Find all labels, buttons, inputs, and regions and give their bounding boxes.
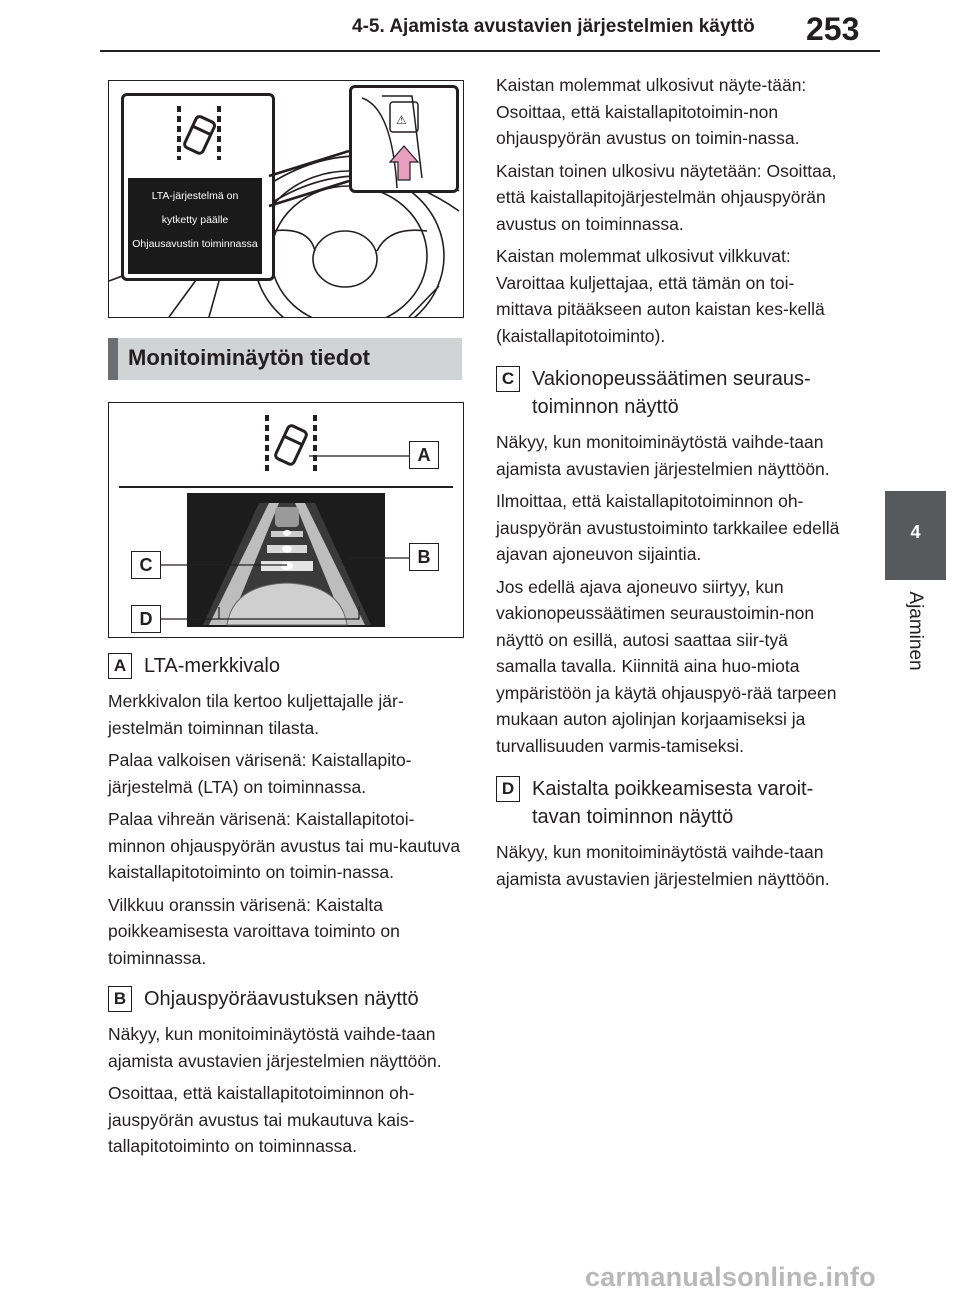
display-message-line-2: kytketty päälle [161,214,229,226]
item-b-paragraph: Kaistan toinen ulkosivu näytetään: Osoittaa, että kaistallapitojärjestelmän ohjauspyörän avustus on toiminnassa. [496,160,837,234]
item-c-paragraph: Näkyy, kun monitoiminäytöstä vaihde-taan ajamista avustavien järjestelmien näyttöön. [496,432,830,479]
svg-text:⚠: ⚠ [396,113,407,127]
lta-display-drawing [109,403,463,637]
header-divider [100,50,880,52]
callout-c: C [131,551,161,579]
item-c-paragraph: Ilmoittaa, että kaistallapitotoiminnon oh-jauspyörän avustustoiminto tarkkailee edellä ajavan ajoneuvon sijaintia. [496,491,840,564]
item-d-badge: D [496,776,520,802]
item-b-heading [108,985,464,1013]
item-c-badge: C [496,366,520,392]
lta-switch-icon [352,88,456,190]
item-a-paragraph: Palaa vihreän värisenä: Kaistallapitotoi-minnon ohjauspyörän avustus tai mu-kautuva kaistallapitotoiminto on toimin-nassa. [108,809,461,882]
item-a-paragraph: Vilkkuu oranssin värisenä: Kaistalta poikkeamisesta varoittava toiminto on toiminnassa. [108,894,400,968]
section-heading [108,338,462,380]
callout-a: A [409,441,439,469]
item-b-paragraph: Osoittaa, että kaistallapitotoiminnon oh-jauspyörän avustus tai mukautuva kais-tallapitotoiminto on toiminnassa. [108,1083,415,1156]
item-c-title: Vakionopeussäätimen seuraus-toiminnon näyttö [532,368,811,418]
display-message-line-1: LTA-järjestelmä on [151,190,239,202]
chapter-number: 4 [910,522,921,542]
chapter-label [905,580,925,680]
chapter-label-text: Ajaminen [905,591,926,671]
item-b-paragraph: Kaistan molemmat ulkosivut näyte-tään: Osoittaa, että kaistallapitotoimin-non ohjauspyörän avustus on toimin-nassa. [496,75,807,148]
item-d-heading [496,775,842,831]
item-b-paragraph: Kaistan molemmat ulkosivut vilkkuvat: Varoittaa kuljettajaa, että tämän on toi-mittava pitääkseen auton kaistan kes-kellä (kaistallapitotoiminto). [496,246,825,346]
right-column [496,72,842,898]
chapter-tab [885,491,946,580]
watermark: carmanualsonline.info [585,1262,876,1292]
left-column [108,648,464,1166]
callout-d: D [131,605,161,633]
item-b-badge: B [108,986,132,1012]
item-a-title: LTA-merkkivalo [144,655,280,677]
page-number: 253 [806,11,860,47]
switch-zoom-box [349,85,459,193]
multi-information-display-figure [108,402,464,638]
page-section-title: 4-5. Ajamista avustavien järjestelmien käyttö [352,16,755,37]
item-a-heading [108,652,464,680]
item-d-paragraph: Näkyy, kun monitoiminäytöstä vaihde-taan ajamista avustavien järjestelmien näyttöön. [496,842,830,889]
item-b-title: Ohjauspyöräavustuksen näyttö [144,988,419,1010]
item-d-title: Kaistalta poikkeamisesta varoit-tavan toiminnon näyttö [532,778,814,828]
item-a-paragraph: Merkkivalon tila kertoo kuljettajalle jär-jestelmän toiminnan tilasta. [108,691,404,738]
section-heading-text: Monitoiminäytön tiedot [128,345,370,370]
callout-b: B [409,543,439,571]
display-message-line-3: Ohjausavustin toiminnassa [132,238,258,250]
dashboard-illustration [108,80,464,318]
item-c-paragraph: Jos edellä ajava ajoneuvo siirtyy, kun vakionopeussäätimen seuraustoimin-non näyttö on esillä, autosi saattaa siir-tyä samalla tavalla. Kiinnitä aina huo-miota ympäristöön ja käytä ohjauspyö-rää tarpeen mukaan auton ajolinjan korjaamiseksi ja turvallisuuden varmis-tamiseksi. [496,576,837,756]
item-a-paragraph: Palaa valkoisen värisenä: Kaistallapito-järjestelmä (LTA) on toiminnassa. [108,750,412,797]
item-c-heading [496,365,842,421]
item-b-paragraph: Näkyy, kun monitoiminäytöstä vaihde-taan ajamista avustavien järjestelmien näyttöön. [108,1024,442,1071]
item-a-badge: A [108,653,132,679]
